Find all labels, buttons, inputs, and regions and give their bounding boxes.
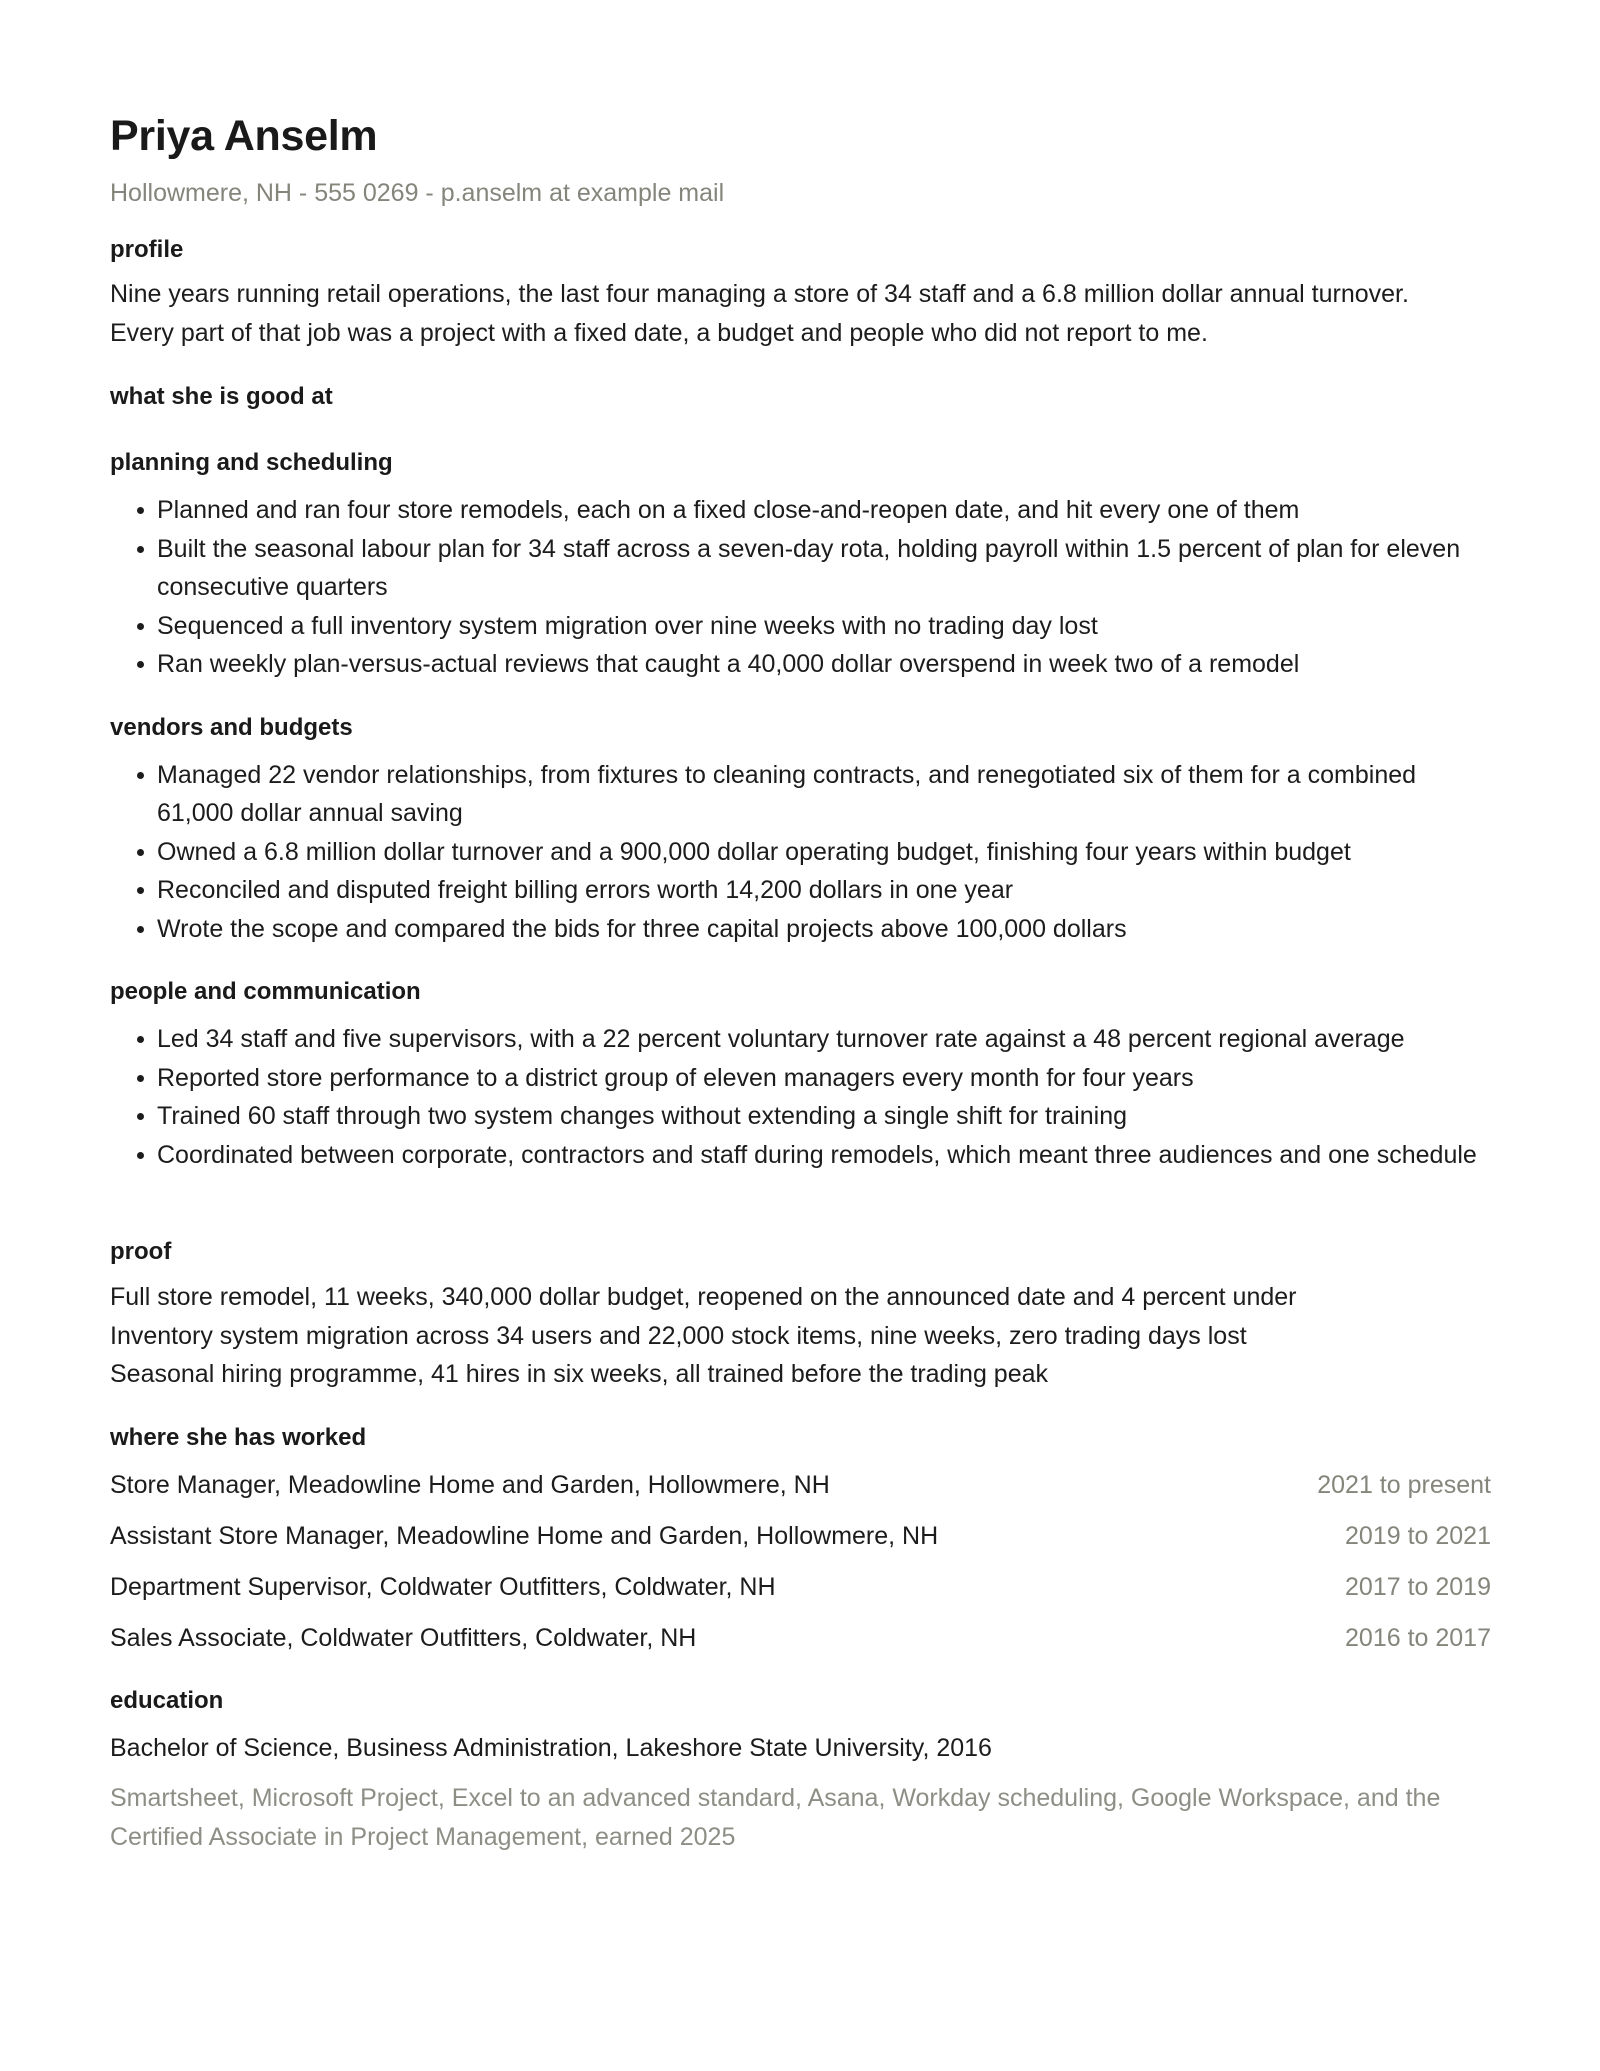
proof-line: Inventory system migration across 34 users and 22,000 stock items, nine weeks, zero trading days lost <box>110 1321 1247 1350</box>
degree-line: Bachelor of Science, Business Administration, Lakeshore State University, 2016 <box>110 1733 992 1762</box>
list-item: Led 34 staff and five supervisors, with a 22 percent voluntary turnover rate against a 48 percent regional average <box>110 1020 1490 1059</box>
list-item: Sequenced a full inventory system migration over nine weeks with no trading day lost <box>110 607 1490 646</box>
list-item: Trained 60 staff through two system changes without extending a single shift for training <box>110 1097 1490 1136</box>
profile-line: Nine years running retail operations, the last four managing a store of 34 staff and a 6.8 million dollar annual turnover. <box>110 280 1409 308</box>
skills-heading: what she is good at <box>110 383 333 410</box>
work-heading: where she has worked <box>110 1423 367 1451</box>
job-years: 2019 to 2021 <box>1345 1521 1491 1550</box>
list-item: Owned a 6.8 million dollar turnover and a 900,000 dollar operating budget, finishing four years within budget <box>110 833 1490 872</box>
job-title: Store Manager, Meadowline Home and Garden, Hollowmere, NH <box>110 1470 830 1499</box>
proof-heading: proof <box>110 1238 172 1265</box>
list-item: Reconciled and disputed freight billing errors worth 14,200 dollars in one year <box>110 871 1490 910</box>
proof-list <box>110 1278 1490 1394</box>
list-item: Built the seasonal labour plan for 34 staff across a seven-day rota, holding payroll within 1.5 percent of plan for eleven consecutive quarters <box>110 530 1490 607</box>
skill-list <box>110 1020 1490 1174</box>
list-item: Wrote the scope and compared the bids for three capital projects above 100,000 dollars <box>110 910 1490 949</box>
tools-line: Smartsheet, Microsoft Project, Excel to an advanced standard, Asana, Workday scheduling, Google Workspace, and the Certified Associate in Project Management, earned 2025 <box>110 1784 1441 1851</box>
profile-heading: profile <box>110 236 184 263</box>
skill-list <box>110 491 1490 684</box>
list-item: Planned and ran four store remodels, each on a fixed close-and-reopen date, and hit every one of them <box>110 491 1490 530</box>
contact-line: Hollowmere, NH - 555 0269 - p.anselm at example mail <box>110 179 725 207</box>
proof-line: Full store remodel, 11 weeks, 340,000 dollar budget, reopened on the announced date and 4 percent under <box>110 1283 1297 1311</box>
list-item: Coordinated between corporate, contractors and staff during remodels, which meant three audiences and one schedule <box>110 1136 1490 1175</box>
list-item: Ran weekly plan-versus-actual reviews that caught a 40,000 dollar overspend in week two of a remodel <box>110 645 1490 684</box>
job-row <box>110 1466 1491 1504</box>
job-title: Sales Associate, Coldwater Outfitters, Coldwater, NH <box>110 1623 697 1652</box>
skill-group-heading: planning and scheduling <box>110 449 393 476</box>
list-item: Reported store performance to a district group of eleven managers every month for four years <box>110 1059 1490 1098</box>
job-years: 2021 to present <box>1317 1470 1491 1499</box>
job-row <box>110 1568 1491 1606</box>
skill-list <box>110 756 1490 949</box>
job-title: Department Supervisor, Coldwater Outfitters, Coldwater, NH <box>110 1572 776 1601</box>
job-title: Assistant Store Manager, Meadowline Home and Garden, Hollowmere, NH <box>110 1521 939 1550</box>
job-years: 2016 to 2017 <box>1345 1623 1491 1652</box>
profile-line: Every part of that job was a project with a fixed date, a budget and people who did not report to me. <box>110 318 1208 347</box>
job-row <box>110 1517 1491 1555</box>
education-heading: education <box>110 1686 224 1714</box>
list-item: Managed 22 vendor relationships, from fixtures to cleaning contracts, and renegotiated six of them for a combined 61,000 dollar annual saving <box>110 756 1490 833</box>
profile-summary <box>110 275 1490 352</box>
skill-group-heading: vendors and budgets <box>110 713 353 741</box>
skill-group-heading: people and communication <box>110 978 421 1005</box>
candidate-name: Priya Anselm <box>110 112 378 160</box>
work-history <box>110 1466 1490 1657</box>
proof-line: Seasonal hiring programme, 41 hires in six weeks, all trained before the trading peak <box>110 1360 1049 1388</box>
job-years: 2017 to 2019 <box>1345 1572 1491 1601</box>
job-row <box>110 1619 1491 1657</box>
